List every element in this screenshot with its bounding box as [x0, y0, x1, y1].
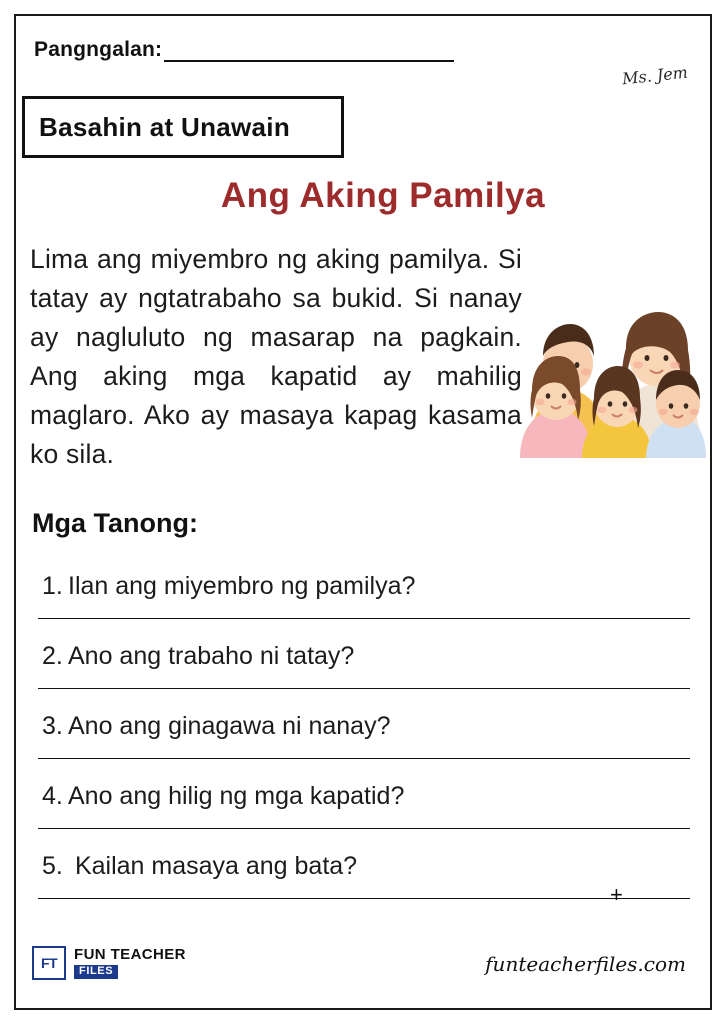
plus-icon: + [610, 882, 623, 907]
list-item [30, 852, 698, 922]
name-label: Pangngalan: [34, 38, 163, 61]
questions-list [30, 572, 698, 922]
website-url: funteacherfiles.com [485, 952, 686, 976]
question-text [42, 572, 415, 601]
name-input-blank[interactable] [164, 42, 454, 62]
list-item [30, 642, 698, 712]
story-title [0, 176, 726, 216]
list-item [30, 712, 698, 782]
question-number: 4. [42, 782, 63, 810]
question-number: 5. [42, 852, 63, 880]
question-text [42, 852, 357, 881]
answer-line[interactable] [38, 898, 690, 899]
family-of-five-illustration [520, 252, 706, 458]
brand-logo [32, 946, 186, 980]
question-body: Ilan ang miyembro ng pamilya? [68, 572, 416, 600]
list-item [30, 782, 698, 852]
question-body: Ano ang trabaho ni tatay? [68, 642, 355, 670]
story-title-text: Ang Aking Pamilya [220, 176, 546, 215]
answer-line[interactable] [38, 688, 690, 689]
logo-badge: FT [32, 946, 66, 980]
question-body: Ano ang hilig ng mga kapatid? [68, 782, 405, 810]
instruction-label: Basahin at Unawain [39, 111, 291, 142]
teacher-signature: Ms. Jem [621, 62, 689, 89]
list-item [30, 572, 698, 642]
question-number: 1. [42, 572, 63, 600]
questions-heading: Mga Tanong: [32, 508, 198, 538]
instruction-box [22, 96, 344, 158]
question-number: 3. [42, 712, 63, 740]
answer-line[interactable] [38, 758, 690, 759]
logo-top-text: FUN TEACHER [74, 945, 186, 963]
question-body: Kailan masaya ang bata? [68, 852, 358, 880]
question-text [42, 712, 391, 741]
logo-bottom-text: FILES [74, 965, 118, 979]
question-text [42, 782, 404, 811]
logo-wordmark [74, 947, 186, 980]
story-paragraph: Lima ang miyembro ng aking pamilya. Si tatay ay ngtatrabaho sa bukid. Si nanay ay nagluluto ng masarap na pagkain. Ang aking mga kapatid ay mahilig maglaro. Ako ay masaya kapag kasama ko sila. [30, 244, 522, 469]
question-text [42, 642, 354, 671]
answer-line[interactable] [38, 828, 690, 829]
answer-line[interactable] [38, 618, 690, 619]
name-field-row [34, 38, 454, 62]
question-body: Ano ang ginagawa ni nanay? [68, 712, 391, 740]
question-number: 2. [42, 642, 63, 670]
